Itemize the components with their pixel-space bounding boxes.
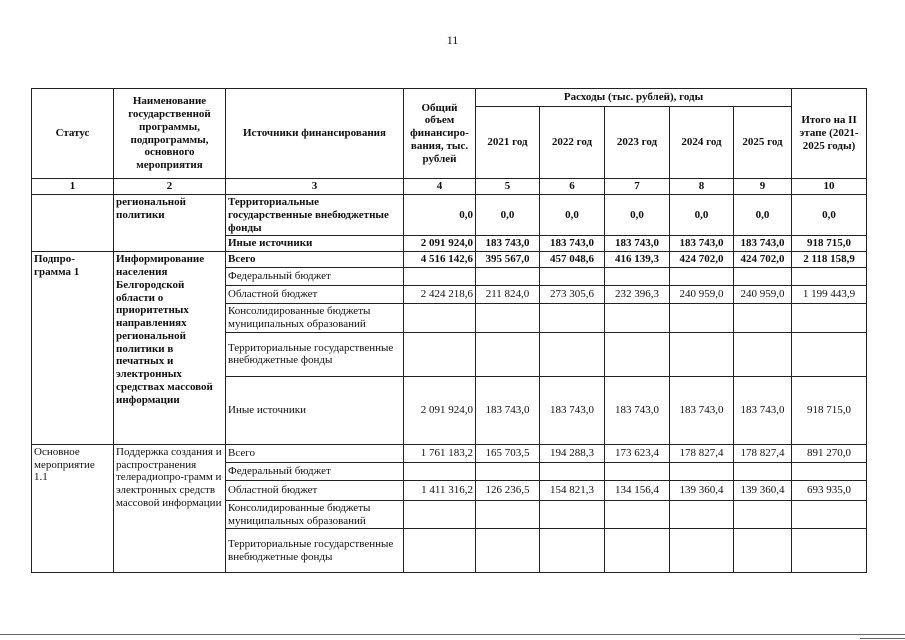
year-value-cell [605,304,670,333]
year-value-cell [734,304,792,333]
col-number: 9 [734,179,792,195]
program-name-cell: Информирование населения Белгородской области о приоритетных направлениях региональной политики в печатных и электронных средствах массовой информации [114,252,226,445]
col-number: 6 [540,179,605,195]
total-value-cell: 4 516 142,6 [404,252,476,268]
col-number: 4 [404,179,476,195]
source-cell: Иные источники [226,376,404,444]
stage-total-cell: 918 715,0 [792,376,867,444]
year-value-cell: 183 743,0 [540,236,605,252]
source-cell: Всего [226,252,404,268]
year-value-cell [670,304,734,333]
year-value-cell: 424 702,0 [670,252,734,268]
year-value-cell: 183 743,0 [476,236,540,252]
year-value-cell: 183 743,0 [540,376,605,444]
year-value-cell: 194 288,3 [540,444,605,462]
source-cell: Консолидированные бюджеты муниципальных образований [226,500,404,529]
year-value-cell: 183 743,0 [670,236,734,252]
stage-total-cell [792,332,867,376]
header-year: 2022 год [540,107,605,179]
stage-total-cell: 2 118 158,9 [792,252,867,268]
total-value-cell: 2 091 924,0 [404,376,476,444]
year-value-cell [540,500,605,529]
header-expenses: Расходы (тыс. рублей), годы [476,89,792,107]
source-cell: Федеральный бюджет [226,268,404,286]
source-cell: Территориальные государственные внебюджетные фонды [226,529,404,573]
year-value-cell: 139 360,4 [734,480,792,500]
year-value-cell [476,268,540,286]
stage-total-cell [792,500,867,529]
program-name-cell: Поддержка создания и распространения телерадиопро-грамм и электронных средств массовой информации [114,444,226,573]
year-value-cell [734,462,792,480]
header-year: 2023 год [605,107,670,179]
stage-total-cell [792,268,867,286]
source-cell: Иные источники [226,236,404,252]
header-status: Статус [32,89,114,179]
year-value-cell [605,268,670,286]
year-value-cell [734,268,792,286]
year-value-cell: 0,0 [734,195,792,236]
table-body [32,195,867,573]
year-value-cell [670,500,734,529]
year-value-cell [670,529,734,573]
header-total: Общий объем финансиро-вания, тыс. рублей [404,89,476,179]
year-value-cell: 139 360,4 [670,480,734,500]
year-value-cell [476,529,540,573]
year-value-cell: 183 743,0 [476,376,540,444]
year-value-cell [605,332,670,376]
col-number: 3 [226,179,404,195]
total-value-cell: 1 411 316,2 [404,480,476,500]
year-value-cell [670,462,734,480]
year-value-cell: 240 959,0 [670,286,734,304]
year-value-cell: 178 827,4 [670,444,734,462]
status-cell: Подпро-грамма 1 [32,252,114,445]
year-value-cell: 395 567,0 [476,252,540,268]
header-year: 2025 год [734,107,792,179]
year-value-cell [476,332,540,376]
source-cell: Областной бюджет [226,286,404,304]
year-value-cell [605,462,670,480]
year-value-cell [734,332,792,376]
source-cell: Территориальные государственные внебюджетные фонды [226,332,404,376]
year-value-cell: 154 821,3 [540,480,605,500]
status-cell [32,195,114,252]
year-value-cell [476,462,540,480]
year-value-cell: 183 743,0 [734,236,792,252]
total-value-cell [404,332,476,376]
table-row [32,252,867,268]
stage-total-cell [792,529,867,573]
header-year: 2021 год [476,107,540,179]
program-name-cell: региональной политики [114,195,226,252]
year-value-cell [605,500,670,529]
year-value-cell: 165 703,5 [476,444,540,462]
year-value-cell: 211 824,0 [476,286,540,304]
year-value-cell: 134 156,4 [605,480,670,500]
stage-total-cell: 693 935,0 [792,480,867,500]
col-number: 5 [476,179,540,195]
header-year: 2024 год [670,107,734,179]
stage-total-cell: 918 715,0 [792,236,867,252]
total-value-cell: 2 091 924,0 [404,236,476,252]
stage-total-cell [792,462,867,480]
year-value-cell [540,268,605,286]
year-value-cell [476,304,540,333]
year-value-cell: 126 236,5 [476,480,540,500]
source-cell: Всего [226,444,404,462]
stage-total-cell: 0,0 [792,195,867,236]
year-value-cell: 232 396,3 [605,286,670,304]
col-number: 8 [670,179,734,195]
header-sources: Источники финансирования [226,89,404,179]
year-value-cell: 173 623,4 [605,444,670,462]
year-value-cell [734,500,792,529]
scan-edge [860,638,905,639]
year-value-cell: 183 743,0 [670,376,734,444]
year-value-cell: 178 827,4 [734,444,792,462]
col-number: 1 [32,179,114,195]
year-value-cell [540,304,605,333]
year-value-cell [540,529,605,573]
col-number: 2 [114,179,226,195]
year-value-cell: 0,0 [605,195,670,236]
total-value-cell [404,268,476,286]
col-number: 7 [605,179,670,195]
year-value-cell [670,332,734,376]
year-value-cell: 183 743,0 [734,376,792,444]
year-value-cell [540,462,605,480]
year-value-cell: 240 959,0 [734,286,792,304]
financing-table [31,88,867,573]
page-number: 11 [446,33,459,47]
year-value-cell: 183 743,0 [605,376,670,444]
header-stage-total: Итого на II этапе (2021-2025 годы) [792,89,867,179]
table-row [32,195,867,236]
year-value-cell [476,500,540,529]
year-value-cell: 273 305,6 [540,286,605,304]
total-value-cell [404,304,476,333]
header-name: Наименование государственной программы, подпрограммы, основного мероприятия [114,89,226,179]
year-value-cell [670,268,734,286]
total-value-cell [404,462,476,480]
stage-total-cell [792,304,867,333]
year-value-cell: 416 139,3 [605,252,670,268]
total-value-cell: 0,0 [404,195,476,236]
stage-total-cell: 891 270,0 [792,444,867,462]
year-value-cell [734,529,792,573]
source-cell: Территориальные государственные внебюджетные фонды [226,195,404,236]
stage-total-cell: 1 199 443,9 [792,286,867,304]
source-cell: Консолидированные бюджеты муниципальных образований [226,304,404,333]
year-value-cell: 183 743,0 [605,236,670,252]
source-cell: Областной бюджет [226,480,404,500]
year-value-cell: 0,0 [476,195,540,236]
scan-edge [0,634,905,635]
table-row [32,444,867,462]
year-value-cell [605,529,670,573]
total-value-cell: 1 761 183,2 [404,444,476,462]
total-value-cell [404,500,476,529]
col-number: 10 [792,179,867,195]
year-value-cell [540,332,605,376]
total-value-cell: 2 424 218,6 [404,286,476,304]
source-cell: Федеральный бюджет [226,462,404,480]
year-value-cell: 0,0 [670,195,734,236]
status-cell: Основное мероприятие 1.1 [32,444,114,573]
total-value-cell [404,529,476,573]
year-value-cell: 0,0 [540,195,605,236]
year-value-cell: 424 702,0 [734,252,792,268]
year-value-cell: 457 048,6 [540,252,605,268]
